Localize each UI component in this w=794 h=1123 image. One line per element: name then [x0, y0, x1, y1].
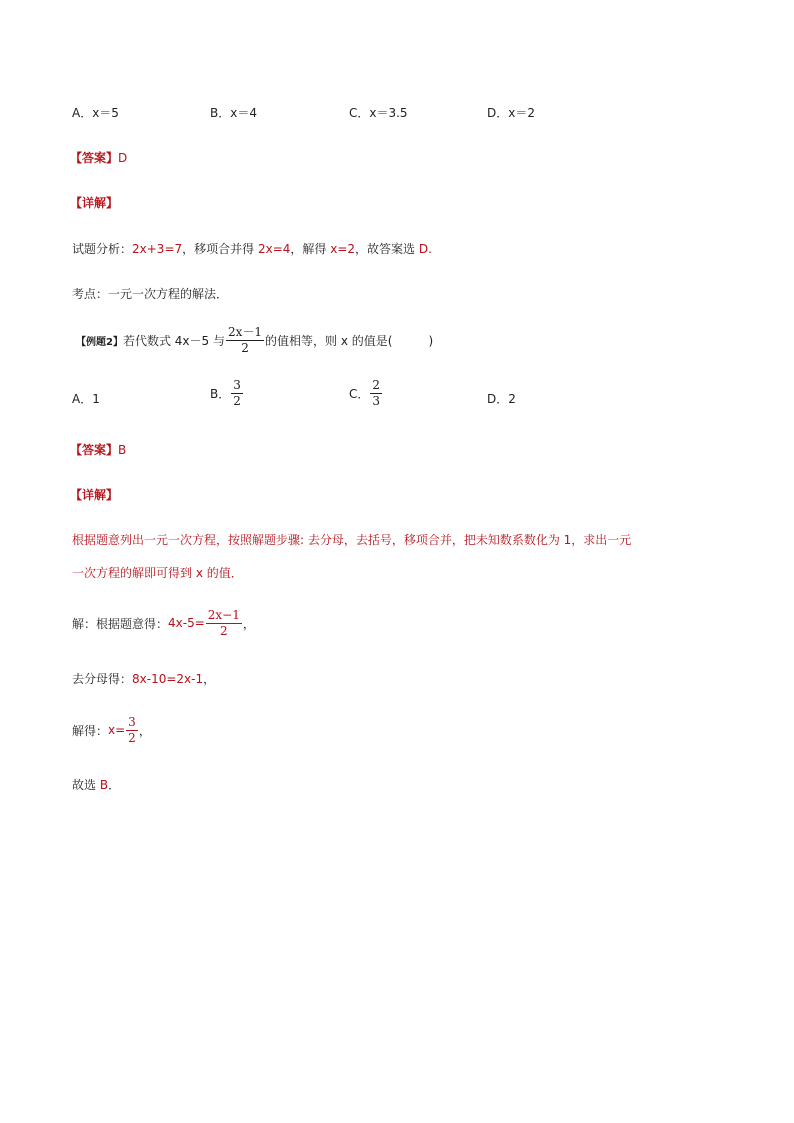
answer-label: 【答案】: [70, 151, 119, 165]
q2-option-d: D．2: [487, 392, 516, 406]
fraction-numerator: 2x－1: [227, 325, 263, 339]
eq1: 2x+3=7: [132, 242, 183, 256]
answer-value: D: [118, 151, 128, 165]
fraction-numerator: 3: [128, 715, 136, 729]
fraction-denominator: 2: [128, 730, 136, 745]
q1-option-a: A．x＝5: [72, 106, 119, 120]
solve-fraction: [206, 609, 242, 637]
option-b-fraction: [231, 379, 243, 407]
solve-prefix: 解：根据题意得：: [72, 616, 169, 631]
fraction-denominator: 2: [220, 623, 228, 638]
fraction-denominator: 2: [241, 340, 249, 355]
final-suffix: ．: [108, 778, 121, 792]
line2-b: 的值．: [202, 566, 243, 580]
line2-a: 一次方程的解即可得到: [72, 566, 196, 580]
q2-stem-b: 的值相等，则 x 的值是( ): [265, 333, 434, 348]
step2-eq: 8x-10=2x-1: [132, 672, 204, 686]
q2-option-b: [210, 379, 244, 407]
option-c-fraction: [370, 379, 382, 407]
final-prefix: 故选: [72, 778, 100, 792]
analysis-prefix: 试题分析：: [72, 242, 133, 256]
mid1: ，移项合并得: [182, 242, 258, 256]
q2-step2: [72, 670, 215, 687]
step3-suffix: ，: [138, 723, 151, 738]
option-c-label: C．: [349, 386, 370, 401]
q2-final: [72, 776, 120, 793]
fraction-denominator: 3: [372, 393, 381, 408]
ans: D.: [418, 242, 432, 256]
q1-option-c: C．x＝3.5: [349, 106, 408, 120]
q2-stem-a: 若代数式 4x－5 与: [122, 333, 225, 348]
q2-solve: [72, 609, 255, 637]
q1-kaodian: 考点：一元一次方程的解法．: [72, 287, 229, 301]
solve-suffix: ，: [242, 616, 255, 631]
q1-answer: [70, 149, 127, 166]
q2-expl-line2: [72, 564, 243, 581]
q1-detail-label: 【详解】: [70, 196, 119, 210]
q1-option-d: D．x＝2: [487, 106, 535, 120]
mid2: ，解得: [290, 242, 331, 256]
q2-detail-label: 【详解】: [70, 488, 119, 502]
fraction-numerator: 2x−1: [207, 608, 240, 622]
step2-prefix: 去分母得：: [72, 672, 133, 686]
step3-lhs: x=: [108, 723, 126, 738]
line2-x: x: [195, 566, 203, 580]
final-value: B: [99, 778, 109, 792]
fraction-numerator: 3: [233, 378, 241, 392]
solve-lhs: 4x-5=: [168, 616, 205, 631]
step2-suffix: ，: [203, 672, 216, 686]
eq3: x=2: [330, 242, 356, 256]
answer-label: 【答案】: [70, 443, 119, 457]
q1-option-b: B．x＝4: [210, 106, 257, 120]
q1-analysis: [72, 240, 432, 257]
option-b-label: B．: [210, 386, 231, 401]
mid3: ，故答案选: [355, 242, 419, 256]
q2-tag: 【例题2】: [76, 336, 123, 348]
q2-stem-fraction: [226, 326, 264, 354]
q2-step3: [72, 716, 151, 744]
q2-expl-line1: 根据题意列出一元一次方程，按照解题步骤: 去分母，去括号，移项合并，把未知数系数化为 1，求出一元: [72, 533, 632, 547]
q2-stem: [76, 326, 433, 354]
fraction-denominator: 2: [233, 393, 241, 408]
eq2: 2x=4: [257, 242, 291, 256]
q2-answer: [70, 441, 126, 458]
fraction-numerator: 2: [372, 378, 381, 392]
q2-option-a: A．1: [72, 392, 100, 406]
step3-fraction: [126, 716, 138, 744]
answer-value: B: [118, 443, 127, 457]
step3-prefix: 解得：: [72, 723, 109, 738]
q2-option-c: [349, 379, 383, 407]
